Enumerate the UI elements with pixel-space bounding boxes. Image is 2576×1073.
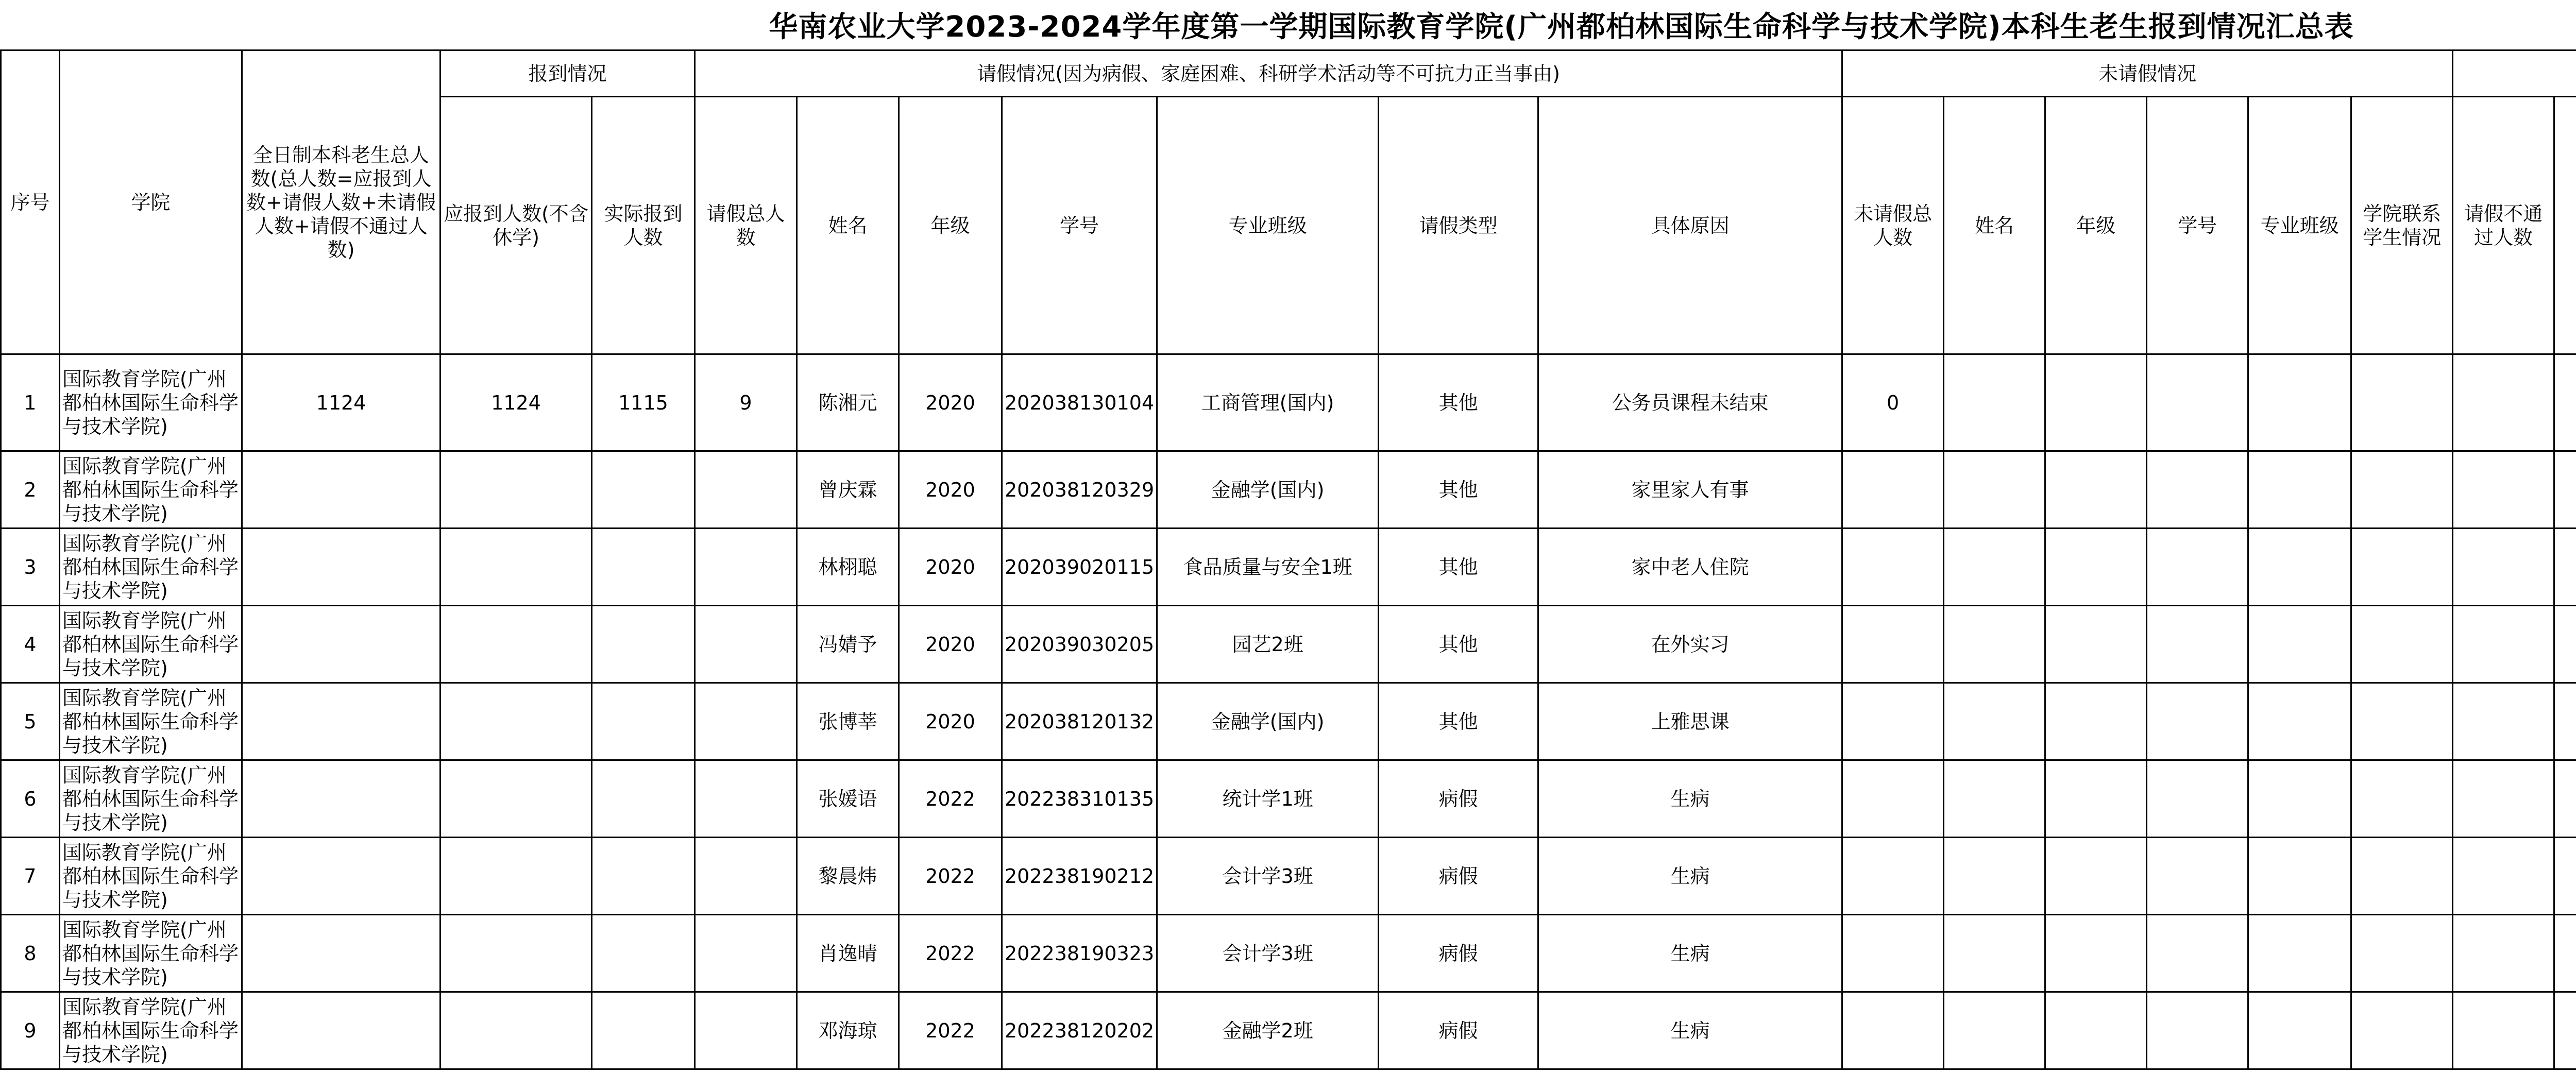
empty-cell[interactable] [1944,451,2045,529]
group-leave-denied[interactable] [2453,50,2576,97]
cell-grade[interactable]: 2020 [899,606,1002,683]
empty-cell[interactable] [2248,992,2351,1069]
empty-cell[interactable] [2248,683,2351,760]
cell-leave-type[interactable]: 病假 [1379,760,1538,838]
empty-cell[interactable] [2554,683,2576,760]
cell-seq[interactable]: 1 [1,354,60,451]
empty-cell[interactable] [2045,992,2147,1069]
cell-reason[interactable]: 生病 [1538,915,1842,992]
cell-total[interactable] [242,606,440,683]
college-text: 国际教育学院(广州都柏林国际生命科学与技术学院) [62,532,239,602]
cell-major-class[interactable]: 会计学3班 [1157,915,1379,992]
empty-cell[interactable] [2351,354,2453,451]
cell-grade[interactable]: 2022 [899,992,1002,1069]
empty-cell[interactable] [2147,760,2248,838]
cell-reason[interactable]: 公务员课程未结束 [1538,354,1842,451]
cell-major-class[interactable]: 会计学3班 [1157,838,1379,915]
empty-cell[interactable] [2248,529,2351,606]
empty-cell[interactable] [2147,992,2248,1069]
empty-cell[interactable] [2351,915,2453,992]
cell-seq[interactable]: 8 [1,915,60,992]
cell-reason[interactable]: 在外实习 [1538,606,1842,683]
empty-cell[interactable] [2045,529,2147,606]
cell-college[interactable] [60,451,242,529]
cell-college[interactable] [60,915,242,992]
cell-should-report[interactable] [440,529,592,606]
cell-reason[interactable]: 家中老人住院 [1538,529,1842,606]
header-no-leave-major[interactable]: 专业班级 [2248,97,2351,354]
empty-cell[interactable] [2453,354,2554,451]
empty-cell[interactable] [2147,915,2248,992]
cell-total[interactable] [242,529,440,606]
empty-cell[interactable] [2554,354,2576,451]
empty-cell[interactable] [1944,838,2045,915]
header-name[interactable]: 姓名 [797,97,899,354]
cell-college[interactable] [60,606,242,683]
cell-leave-total[interactable] [695,992,797,1069]
header-denied-name[interactable] [2554,97,2576,354]
empty-cell[interactable] [2147,606,2248,683]
table-row [1,915,2576,992]
cell-actual-report[interactable] [592,451,695,529]
cell-college[interactable] [60,354,242,451]
cell-name[interactable]: 肖逸晴 [797,915,899,992]
cell-major-class[interactable]: 统计学1班 [1157,760,1379,838]
cell-seq[interactable]: 3 [1,529,60,606]
cell-no-leave-total[interactable] [1842,451,1944,529]
table-row [1,683,2576,760]
cell-major-class[interactable]: 金融学(国内) [1157,683,1379,760]
header-grade[interactable]: 年级 [899,97,1002,354]
college-text: 国际教育学院(广州都柏林国际生命科学与技术学院) [62,841,239,911]
cell-grade[interactable]: 2022 [899,838,1002,915]
cell-name[interactable]: 林栩聪 [797,529,899,606]
header-no-leave-total[interactable]: 未请假总人数 [1842,97,1944,354]
cell-grade[interactable]: 2020 [899,354,1002,451]
cell-no-leave-total[interactable] [1842,992,1944,1069]
cell-college[interactable] [60,529,242,606]
header-actual-report[interactable]: 实际报到人数 [592,97,695,354]
cell-should-report[interactable] [440,992,592,1069]
cell-name[interactable]: 张博莘 [797,683,899,760]
college-text: 国际教育学院(广州都柏林国际生命科学与技术学院) [62,454,239,525]
college-text: 国际教育学院(广州都柏林国际生命科学与技术学院) [62,763,239,834]
cell-student-id[interactable]: 202238120202 [1002,992,1157,1069]
cell-seq[interactable]: 2 [1,451,60,529]
cell-total[interactable] [242,451,440,529]
cell-no-leave-total[interactable] [1842,760,1944,838]
cell-should-report[interactable] [440,606,592,683]
report-table [0,49,2576,1070]
header-leave-total[interactable]: 请假总人数 [695,97,797,354]
cell-leave-type[interactable]: 病假 [1379,992,1538,1069]
cell-name[interactable]: 冯婧予 [797,606,899,683]
cell-actual-report[interactable] [592,529,695,606]
cell-total[interactable] [242,683,440,760]
empty-cell[interactable] [2453,529,2554,606]
empty-cell[interactable] [2453,683,2554,760]
cell-actual-report[interactable] [592,606,695,683]
cell-total[interactable] [242,760,440,838]
empty-cell[interactable] [2248,354,2351,451]
table-row [1,451,2576,529]
cell-reason[interactable]: 生病 [1538,760,1842,838]
cell-student-id[interactable]: 202039020115 [1002,529,1157,606]
college-text: 国际教育学院(广州都柏林国际生命科学与技术学院) [62,367,239,438]
cell-leave-type[interactable]: 其他 [1379,683,1538,760]
group-no-leave[interactable]: 未请假情况 [1842,50,2453,97]
empty-cell[interactable] [2554,915,2576,992]
cell-reason[interactable]: 上雅思课 [1538,683,1842,760]
empty-cell[interactable] [2554,529,2576,606]
cell-reason[interactable]: 生病 [1538,838,1842,915]
cell-leave-total[interactable] [695,838,797,915]
empty-cell[interactable] [2045,451,2147,529]
cell-name[interactable]: 曾庆霖 [797,451,899,529]
empty-cell[interactable] [2045,606,2147,683]
empty-cell[interactable] [2351,760,2453,838]
empty-cell[interactable] [2554,838,2576,915]
empty-cell[interactable] [2045,760,2147,838]
cell-college[interactable] [60,992,242,1069]
cell-major-class[interactable]: 金融学2班 [1157,992,1379,1069]
group-report[interactable]: 报到情况 [440,50,695,97]
cell-student-id[interactable]: 202238190323 [1002,915,1157,992]
cell-major-class[interactable]: 食品质量与安全1班 [1157,529,1379,606]
cell-major-class[interactable]: 园艺2班 [1157,606,1379,683]
cell-no-leave-total[interactable] [1842,529,1944,606]
empty-cell[interactable] [2351,529,2453,606]
cell-leave-type[interactable]: 其他 [1379,529,1538,606]
empty-cell[interactable] [1944,354,2045,451]
empty-cell[interactable] [2554,451,2576,529]
empty-cell[interactable] [2147,529,2248,606]
cell-reason[interactable]: 家里家人有事 [1538,451,1842,529]
cell-total[interactable]: 1124 [242,354,440,451]
table-row [1,992,2576,1069]
empty-cell[interactable] [2453,992,2554,1069]
cell-college[interactable] [60,838,242,915]
cell-name[interactable]: 张媛语 [797,760,899,838]
empty-cell[interactable] [1944,915,2045,992]
cell-major-class[interactable]: 工商管理(国内) [1157,354,1379,451]
empty-cell[interactable] [2453,606,2554,683]
cell-should-report[interactable] [440,683,592,760]
empty-cell[interactable] [2554,760,2576,838]
cell-leave-total[interactable] [695,915,797,992]
header-student-id[interactable]: 学号 [1002,97,1157,354]
sheet-title: 华南农业大学2023-2024学年度第一学期国际教育学院(广州都柏林国际生命科学与技术学院)本科生老生报到情况汇总表 [769,10,2354,44]
cell-seq[interactable]: 9 [1,992,60,1069]
cell-grade[interactable]: 2022 [899,915,1002,992]
cell-major-class[interactable]: 金融学(国内) [1157,451,1379,529]
cell-actual-report[interactable]: 1115 [592,354,695,451]
header-denied-total[interactable]: 请假不通过人数 [2453,97,2554,354]
cell-no-leave-total[interactable] [1842,606,1944,683]
empty-cell[interactable] [1944,760,2045,838]
cell-seq[interactable]: 7 [1,838,60,915]
cell-student-id[interactable]: 202039030205 [1002,606,1157,683]
table-row [1,354,2576,451]
cell-should-report[interactable] [440,451,592,529]
cell-leave-total[interactable] [695,760,797,838]
empty-cell[interactable] [2248,838,2351,915]
empty-cell[interactable] [2045,683,2147,760]
cell-leave-type[interactable]: 其他 [1379,354,1538,451]
group-leave[interactable]: 请假情况(因为病假、家庭困难、科研学术活动等不可抗力正当事由) [695,50,1842,97]
cell-actual-report[interactable] [592,760,695,838]
empty-cell[interactable] [2147,683,2248,760]
cell-no-leave-total[interactable] [1842,915,1944,992]
college-text: 国际教育学院(广州都柏林国际生命科学与技术学院) [62,918,239,989]
empty-cell[interactable] [2351,838,2453,915]
cell-total[interactable] [242,915,440,992]
cell-leave-type[interactable]: 其他 [1379,451,1538,529]
empty-cell[interactable] [2147,451,2248,529]
cell-grade[interactable]: 2020 [899,529,1002,606]
header-no-leave-contact[interactable]: 学院联系学生情况 [2351,97,2453,354]
cell-student-id[interactable]: 202238190212 [1002,838,1157,915]
empty-cell[interactable] [2248,606,2351,683]
empty-cell[interactable] [2248,451,2351,529]
cell-grade[interactable]: 2020 [899,683,1002,760]
table-row [1,606,2576,683]
empty-cell[interactable] [2248,760,2351,838]
empty-cell[interactable] [2045,915,2147,992]
cell-leave-type[interactable]: 其他 [1379,606,1538,683]
cell-student-id[interactable]: 202238310135 [1002,760,1157,838]
table-row [1,760,2576,838]
table-row [1,838,2576,915]
cell-total[interactable] [242,992,440,1069]
empty-cell[interactable] [2045,354,2147,451]
cell-seq[interactable]: 6 [1,760,60,838]
cell-name[interactable]: 陈湘元 [797,354,899,451]
empty-cell[interactable] [2147,354,2248,451]
table-row [1,529,2576,606]
cell-seq[interactable]: 5 [1,683,60,760]
college-text: 国际教育学院(广州都柏林国际生命科学与技术学院) [62,609,239,679]
cell-actual-report[interactable] [592,992,695,1069]
empty-cell[interactable] [2351,451,2453,529]
empty-cell[interactable] [1944,683,2045,760]
cell-leave-total[interactable] [695,451,797,529]
header-seq[interactable]: 序号 [1,50,60,354]
cell-no-leave-total[interactable] [1842,683,1944,760]
header-no-leave-name[interactable]: 姓名 [1944,97,2045,354]
empty-cell[interactable] [2351,683,2453,760]
cell-should-report[interactable] [440,915,592,992]
empty-cell[interactable] [1944,529,2045,606]
header-leave-type[interactable]: 请假类型 [1379,97,1538,354]
cell-grade[interactable]: 2022 [899,760,1002,838]
empty-cell[interactable] [2045,838,2147,915]
college-text: 国际教育学院(广州都柏林国际生命科学与技术学院) [62,995,239,1066]
cell-leave-total[interactable] [695,529,797,606]
cell-leave-total[interactable]: 9 [695,354,797,451]
empty-cell[interactable] [2248,915,2351,992]
cell-actual-report[interactable] [592,838,695,915]
cell-no-leave-total[interactable]: 0 [1842,354,1944,451]
empty-cell[interactable] [2453,915,2554,992]
empty-cell[interactable] [1944,992,2045,1069]
cell-name[interactable]: 邓海琼 [797,992,899,1069]
cell-actual-report[interactable] [592,915,695,992]
empty-cell[interactable] [2453,451,2554,529]
header-should-report[interactable]: 应报到人数(不含休学) [440,97,592,354]
cell-leave-type[interactable]: 病假 [1379,838,1538,915]
empty-cell[interactable] [2351,606,2453,683]
empty-cell[interactable] [2554,606,2576,683]
header-college[interactable]: 学院 [60,50,242,354]
cell-seq[interactable]: 4 [1,606,60,683]
cell-should-report[interactable]: 1124 [440,354,592,451]
cell-grade[interactable]: 2020 [899,451,1002,529]
header-no-leave-student-id[interactable]: 学号 [2147,97,2248,354]
cell-college[interactable] [60,760,242,838]
cell-leave-total[interactable] [695,683,797,760]
college-text: 国际教育学院(广州都柏林国际生命科学与技术学院) [62,686,239,757]
empty-cell[interactable] [1944,606,2045,683]
cell-college[interactable] [60,683,242,760]
header-no-leave-grade[interactable]: 年级 [2045,97,2147,354]
header-reason[interactable]: 具体原因 [1538,97,1842,354]
cell-reason[interactable]: 生病 [1538,992,1842,1069]
empty-cell[interactable] [2453,760,2554,838]
cell-student-id[interactable]: 202038130104 [1002,354,1157,451]
cell-name[interactable]: 黎晨炜 [797,838,899,915]
cell-should-report[interactable] [440,838,592,915]
cell-should-report[interactable] [440,760,592,838]
cell-total[interactable] [242,838,440,915]
cell-student-id[interactable]: 202038120132 [1002,683,1157,760]
header-major-class[interactable]: 专业班级 [1157,97,1379,354]
empty-cell[interactable] [2147,838,2248,915]
cell-student-id[interactable]: 202038120329 [1002,451,1157,529]
cell-leave-total[interactable] [695,606,797,683]
cell-no-leave-total[interactable] [1842,838,1944,915]
empty-cell[interactable] [2453,838,2554,915]
empty-cell[interactable] [2554,992,2576,1069]
cell-leave-type[interactable]: 病假 [1379,915,1538,992]
empty-cell[interactable] [2351,992,2453,1069]
cell-actual-report[interactable] [592,683,695,760]
header-total[interactable]: 全日制本科老生总人数(总人数=应报到人数+请假人数+未请假人数+请假不通过人数) [242,50,440,354]
